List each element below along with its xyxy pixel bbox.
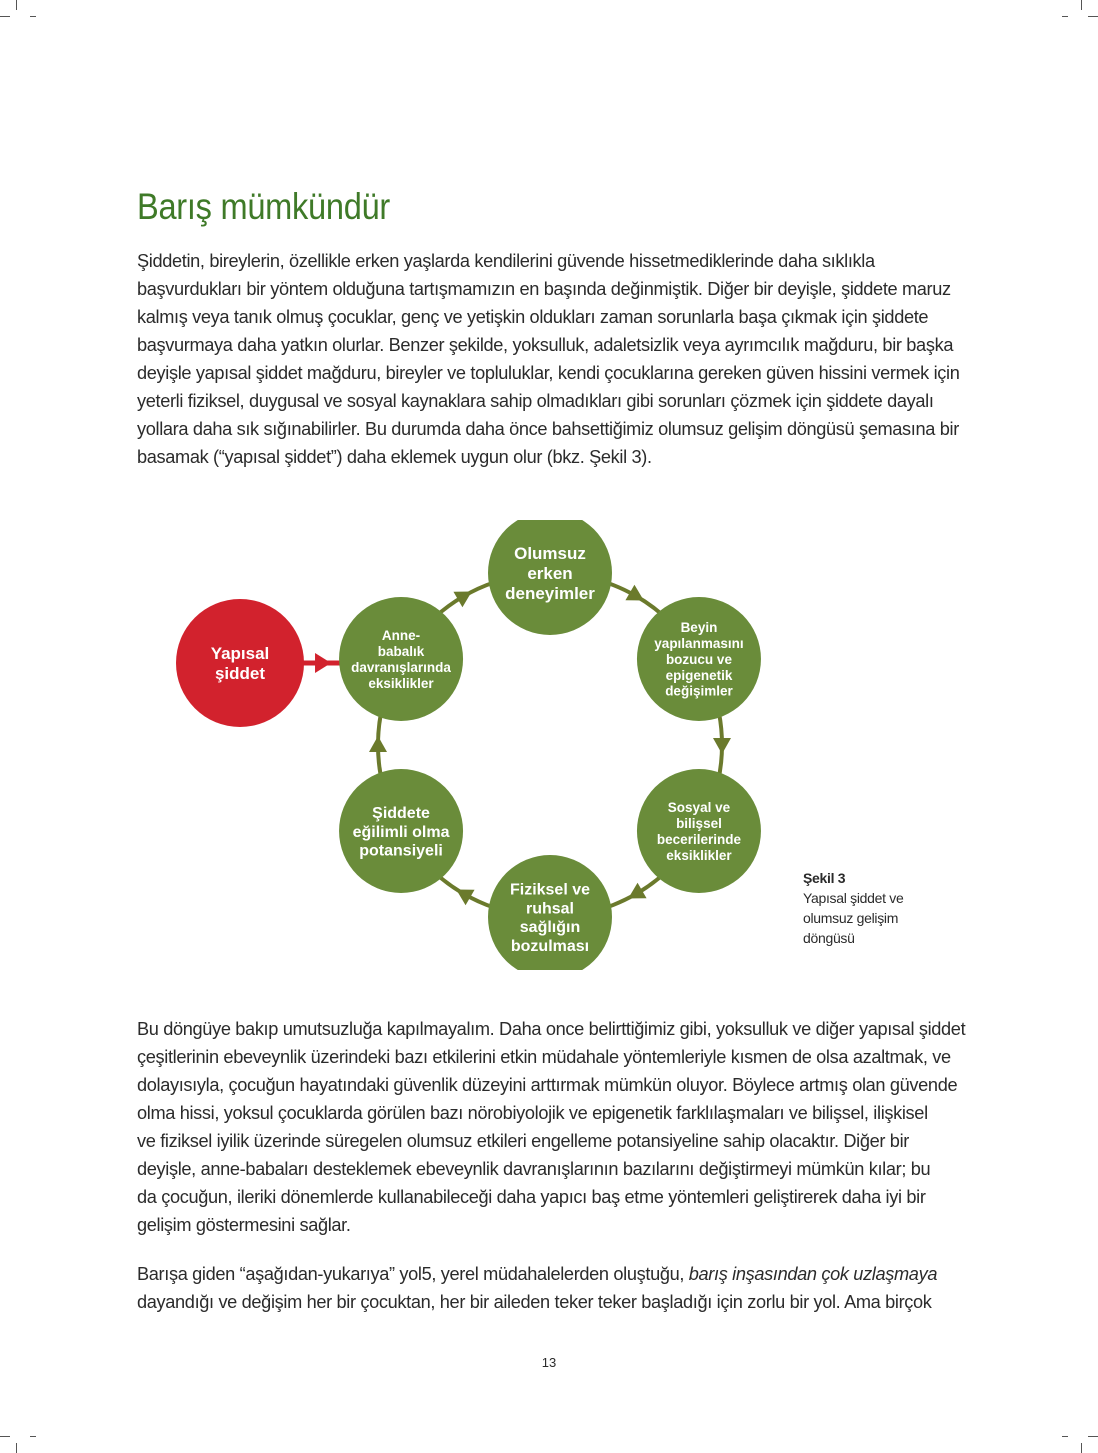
paragraph-line: başvurdukları bir yöntem olduğuna tartışmamızın en başında değinmiştik. Diğer bir deyişle, şiddete maruz (137, 279, 951, 299)
cycle-arrow-icon (713, 738, 731, 754)
node-label-line: eksiklikler (368, 675, 434, 691)
node-label-line: Şiddete (372, 804, 430, 822)
last-paragraph-line: dayandığı ve değişim her bir çocuktan, her bir aileden teker teker başladığı için zorlu bir yol. Ama birçok (137, 1292, 932, 1312)
cycle-nodes (176, 520, 761, 970)
cycle-node-1 (488, 520, 612, 635)
node-label-line: ruhsal (525, 900, 575, 918)
node-yapisal-siddet (176, 599, 304, 727)
cycle-arrow-icon (453, 584, 476, 608)
crop-mark (1062, 16, 1068, 17)
crop-mark (1088, 1436, 1098, 1437)
node-label-line: davranışlarında (351, 659, 451, 675)
crop-mark (30, 1436, 36, 1437)
figure-caption (803, 868, 943, 948)
cycle-arrow-icon (369, 736, 387, 752)
last-paragraph-line (137, 1260, 967, 1288)
crop-mark (30, 16, 36, 17)
paragraph-line: kalmış veya tanık olmuş çocuklar, genç ve yetişkin oldukları zaman sorunlarla başa çıkmak için şiddete (137, 307, 929, 327)
node-label-line: Anne- (381, 628, 421, 643)
cycle-node-3 (637, 769, 761, 893)
paragraph-line: basamak (“yapısal şiddet”) daha eklemek uygun olur (bkz. Şekil 3). (137, 447, 652, 467)
crop-mark (0, 16, 10, 17)
page-title: Barış mümkündür (137, 186, 390, 227)
node-label-line: epigenetik (665, 667, 733, 683)
node-label-line: şiddet (214, 664, 266, 684)
paragraph-line: dolayısıyla, çocuğun hayatındaki güvenlik düzeyini arttırmak mümkün oluyor. Böylece artmış olan güvende (137, 1075, 958, 1095)
crop-mark (16, 1443, 17, 1453)
caption-title: Şekil 3 (803, 870, 846, 886)
cycle-arrow-icon (624, 883, 647, 907)
node-label-line: sağlığın (519, 919, 581, 937)
paragraph-line: deyişle yapısal şiddet mağduru, bireyler ve topluluklar, kendi çocuklarına gereken güven hissini vermek için (137, 363, 960, 383)
node-label-line: babalık (377, 643, 425, 659)
paragraph-line: yollara daha sık sığınabilirler. Bu durumda daha önce bahsettiğimiz olumsuz gelişim döngüsü şemasına bir (137, 419, 959, 439)
cycle-arrow-icon (452, 882, 475, 906)
cycle-node-5 (339, 769, 463, 893)
paragraph-line: da çocuğun, ileriki dönemlerde kullanabileceği daha yapıcı baş etme yöntemleri geliştirerek daha iyi bir (137, 1187, 926, 1207)
cycle-node-4 (488, 855, 612, 970)
caption-line: döngüsü (803, 930, 855, 946)
node-label-line: yapılanmasını (654, 635, 744, 651)
paragraph-line: çeşitlerinin ebeveynlik üzerindeki bazı etkilerini etkin müdahale yöntemleriyle kısmen de olsa azaltmak, ve (137, 1047, 951, 1067)
paragraph-line: ve fiziksel iyilik üzerinde süregelen olumsuz etkileri engelleme potansiyeline sahip olacaktır. Diğer bir (137, 1131, 909, 1151)
caption-line: Yapısal şiddet ve (803, 890, 904, 906)
node-label-line: Fiziksel ve (509, 881, 591, 899)
crop-mark (0, 1436, 10, 1437)
cycle-node-6 (339, 597, 463, 721)
text-run: Barışa giden “aşağıdan-yukarıya” yol5, yerel müdahalelerden oluştuğu, (137, 1264, 689, 1284)
crop-mark (1062, 1436, 1068, 1437)
cycle-node-2 (637, 597, 761, 721)
body-paragraph (137, 1015, 967, 1239)
crop-mark (1088, 16, 1098, 17)
crop-mark (16, 0, 17, 10)
paragraph-line: yeterli fiziksel, duygusal ve sosyal kaynaklara sahip olmadıkları gibi sorunları çözmek için şiddete dayalı (137, 391, 934, 411)
paragraph-line: olma hissi, yoksul çocuklarda görülen bazı nörobiyolojik ve epigenetik farklılaşmaları ve bilişsel, ilişkisel (137, 1103, 928, 1123)
italic-run: barış inşasından çok uzlaşmaya (688, 1264, 938, 1284)
crop-mark (1081, 1443, 1082, 1453)
caption-line: olumsuz gelişim (803, 910, 899, 926)
node-label-line: Olumsuz (514, 544, 586, 564)
paragraph-line: gelişim göstermesini sağlar. (137, 1215, 351, 1235)
node-label-line: deneyimler (505, 584, 595, 604)
node-label-line: Yapısal (210, 644, 270, 664)
node-label-line: erken (527, 564, 573, 584)
node-label-line: eksiklikler (666, 847, 732, 863)
intro-paragraph (137, 247, 967, 471)
node-label-line: bozucu ve (665, 651, 732, 667)
page-number: 13 (541, 1355, 557, 1370)
connector-arrow-icon (315, 653, 331, 673)
node-label-line: potansiyeli (359, 842, 443, 860)
paragraph-line: Bu döngüye bakıp umutsuzluğa kapılmayalım. Daha once belirttiğimiz gibi, yoksulluk ve diğer yapısal şiddet (137, 1019, 966, 1039)
node-label-line: değişimler (665, 683, 733, 699)
node-label-line: becerilerinde (656, 831, 741, 847)
last-paragraph (137, 1260, 967, 1316)
paragraph-line: başvurmaya daha yatkın olurlar. Benzer şekilde, yoksulluk, adaletsizlik veya ayrımcılık mağduru, bir başka (137, 335, 954, 355)
crop-mark (1081, 0, 1082, 10)
paragraph-line: deyişle, anne-babaları desteklemek ebeveynlik davranışlarının bazılarını değiştirmeyi mümkün kılar; bu (137, 1159, 931, 1179)
cycle-arrow-icon (625, 585, 648, 609)
node-label-line: bilişsel (676, 815, 722, 831)
node-label-line: eğilimli olma (352, 823, 450, 841)
node-label-line: bozulması (510, 938, 590, 956)
node-label-line: Sosyal ve (667, 800, 731, 815)
paragraph-line: Şiddetin, bireylerin, özellikle erken yaşlarda kendilerini güvende hissetmediklerinde daha sıklıkla (137, 251, 875, 271)
node-label-line: Beyin (680, 620, 718, 635)
